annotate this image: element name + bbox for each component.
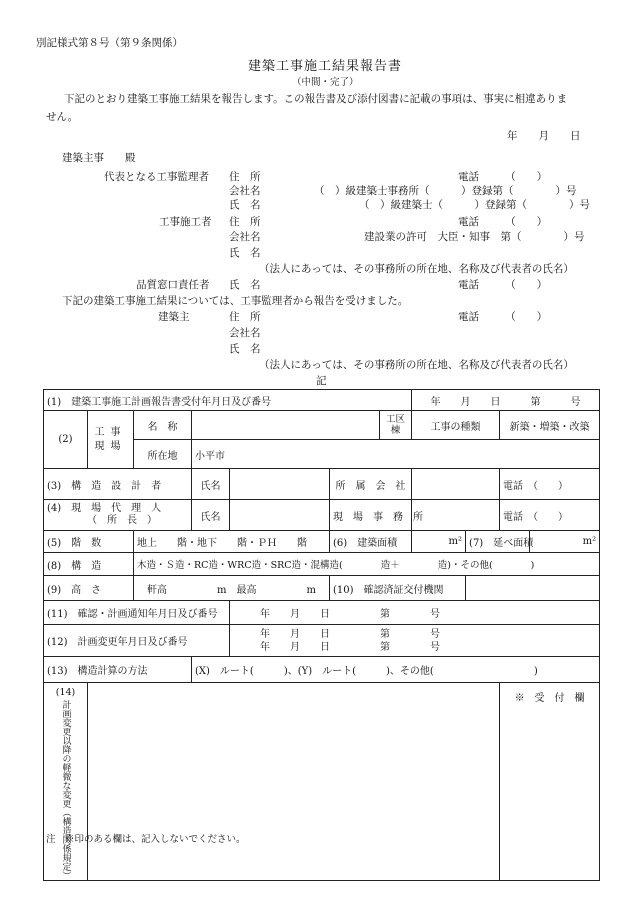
contractor-address-label: 住 所 (229, 216, 261, 228)
r3-company-label: 所 属 会 社 (330, 469, 412, 500)
r14-num: (14) (55, 687, 76, 698)
addressee: 建築主事 殿 (62, 152, 136, 164)
contractor-phone: 電話 （ ） (458, 216, 548, 228)
r2-loc-value[interactable]: 小平市 (192, 440, 600, 469)
r10-label: (10) 確認済証交付機関 (330, 576, 466, 601)
r4-phone[interactable]: 電話 （ ） (500, 500, 600, 531)
form-id: 別記様式第８号（第９条関係） (36, 37, 183, 49)
r9-label: (9) 高 さ (44, 576, 134, 601)
supervisor-phone: 電話 （ ） (458, 171, 548, 183)
table-row (44, 390, 600, 411)
r13-value[interactable]: (X) ルート( )、(Y) ルート( )、その他( ) (192, 657, 600, 683)
r2-label: 工事現場 (88, 411, 134, 469)
r7-unit[interactable]: m² (530, 531, 600, 553)
received-statement: 下記の建築工事施工結果については、工事監理者から報告を受けました。 (62, 295, 409, 307)
r2-kind-value[interactable]: 新築・増築・改築 (500, 411, 600, 440)
quality-name-label: 氏 名 (229, 279, 261, 291)
r4-office-label: 現 場 事 務 所 (330, 500, 412, 531)
supervisor-label: 代表となる工事監理者 (104, 171, 209, 183)
page-subtitle: （中間・完了） (292, 77, 359, 88)
table-row (44, 500, 600, 531)
r2-kouku: 工区 (386, 414, 406, 425)
contractor-company-label: 会社名 (229, 231, 261, 243)
table-row (44, 657, 600, 683)
r4-label: (4) 現 場 代 理 人 (47, 503, 162, 514)
r2-loc-label: 所在地 (134, 440, 192, 469)
report-table (43, 389, 600, 881)
supervisor-architect-registration: （ ）級建築士（ ）登録第（ ）号 (359, 199, 590, 211)
r5-value[interactable]: 地上 階・地下 階・ＰＨ 階 (134, 531, 330, 553)
r4-office-value[interactable] (412, 500, 500, 531)
table-row (44, 683, 600, 881)
quality-label: 品質窓口責任者 (136, 279, 210, 291)
r12-label: (12) 計画変更年月日及び番号 (44, 625, 230, 657)
r2-tou: 棟 (390, 425, 401, 436)
r6-unit[interactable]: m² (412, 531, 466, 553)
r2-name-label: 名 称 (134, 411, 192, 440)
page-title: 建築工事施工結果報告書 (248, 59, 403, 74)
contractor-name-label: 氏 名 (229, 247, 261, 259)
r3-name-value[interactable] (230, 469, 330, 500)
owner-company-label: 会社名 (229, 327, 261, 339)
r3-company-value[interactable] (412, 469, 500, 500)
r5-label: (5) 階 数 (44, 531, 134, 553)
r1-label: (1) 建築工事施工計画報告書受付年月日及び番号 (44, 390, 412, 411)
supervisor-address-label: 住 所 (229, 171, 261, 183)
supervisor-office-registration: （ ）級建築士事務所（ ）登録第（ ）号 (314, 185, 577, 197)
r4-name-value[interactable] (230, 500, 330, 531)
r2-name-value[interactable] (192, 411, 380, 440)
contractor-license: 建設業の許可 大臣・知事 第（ ）号 (364, 231, 585, 243)
footnote: 注 ※印のある欄は、記入しないでください。 (46, 834, 246, 845)
r10-value[interactable] (466, 576, 600, 601)
owner-label: 建築主 (158, 311, 190, 323)
table-row (44, 531, 600, 553)
r8-label: (8) 構 造 (44, 553, 134, 576)
r3-name-label: 氏名 (192, 469, 230, 500)
contractor-corp-note: （法人にあっては、その事務所の所在地、名称及び代表者の氏名） (259, 263, 574, 275)
r11-label: (11) 確認・計画通知年月日及び番号 (44, 601, 230, 625)
table-row (44, 553, 600, 576)
supervisor-name-label: 氏 名 (229, 199, 261, 211)
r3-label: (3) 構 造 設 計 者 (44, 469, 192, 500)
owner-name-label: 氏 名 (229, 343, 261, 355)
r4-label-sub: （ 所 長 ） (87, 515, 157, 526)
table-row (44, 469, 600, 500)
intro-text: 下記のとおり建築工事施工結果を報告します。この報告書及び添付図書に記載の事項は、事実に相違ありま (64, 93, 568, 105)
owner-phone: 電話 （ ） (458, 311, 548, 323)
r11-value[interactable]: 年 月 日 第 号 (230, 601, 600, 625)
r12-value-2[interactable]: 年 月 日 第 号 (260, 641, 440, 653)
r14-label: 計画変更以降の軽微な変更（構造関係規定） (60, 700, 71, 880)
ki-label: 記 (316, 375, 327, 387)
contractor-label: 工事施工者 (159, 216, 212, 228)
r7-label: (7) 延べ面積 (466, 531, 530, 553)
owner-address-label: 住 所 (229, 311, 261, 323)
table-row (44, 625, 600, 657)
quality-phone: 電話 （ ） (458, 279, 548, 291)
r3-phone[interactable]: 電話 （ ） (500, 469, 600, 500)
r14-value[interactable] (88, 683, 500, 881)
intro-text-cont: せん。 (46, 111, 79, 123)
supervisor-company-label: 会社名 (229, 185, 261, 197)
r2-num: (2) (44, 411, 88, 469)
r1-value[interactable]: 年 月 日 第 号 (412, 390, 600, 411)
r13-label: (13) 構造計算の方法 (44, 657, 192, 683)
r12-value-1[interactable]: 年 月 日 第 号 (260, 628, 440, 640)
r9-value[interactable]: 軒高 m 最高 m (134, 576, 330, 601)
r8-value[interactable]: 木造・Ｓ造・RC造・WRC造・SRC造・混構造( 造＋ 造)・その他( ) (134, 553, 600, 576)
table-row (44, 411, 600, 440)
table-row (44, 576, 600, 601)
r6-label: (6) 建築面積 (330, 531, 412, 553)
r14-stamp: ※ 受 付 欄 (500, 683, 600, 881)
owner-corp-note: （法人にあっては、その事務所の所在地、名称及び代表者の氏名） (259, 359, 574, 371)
table-row (44, 601, 600, 625)
r4-name-label: 氏名 (192, 500, 230, 531)
report-date: 年 月 日 (507, 130, 581, 142)
r2-kind-label: 工事の種類 (412, 411, 500, 440)
